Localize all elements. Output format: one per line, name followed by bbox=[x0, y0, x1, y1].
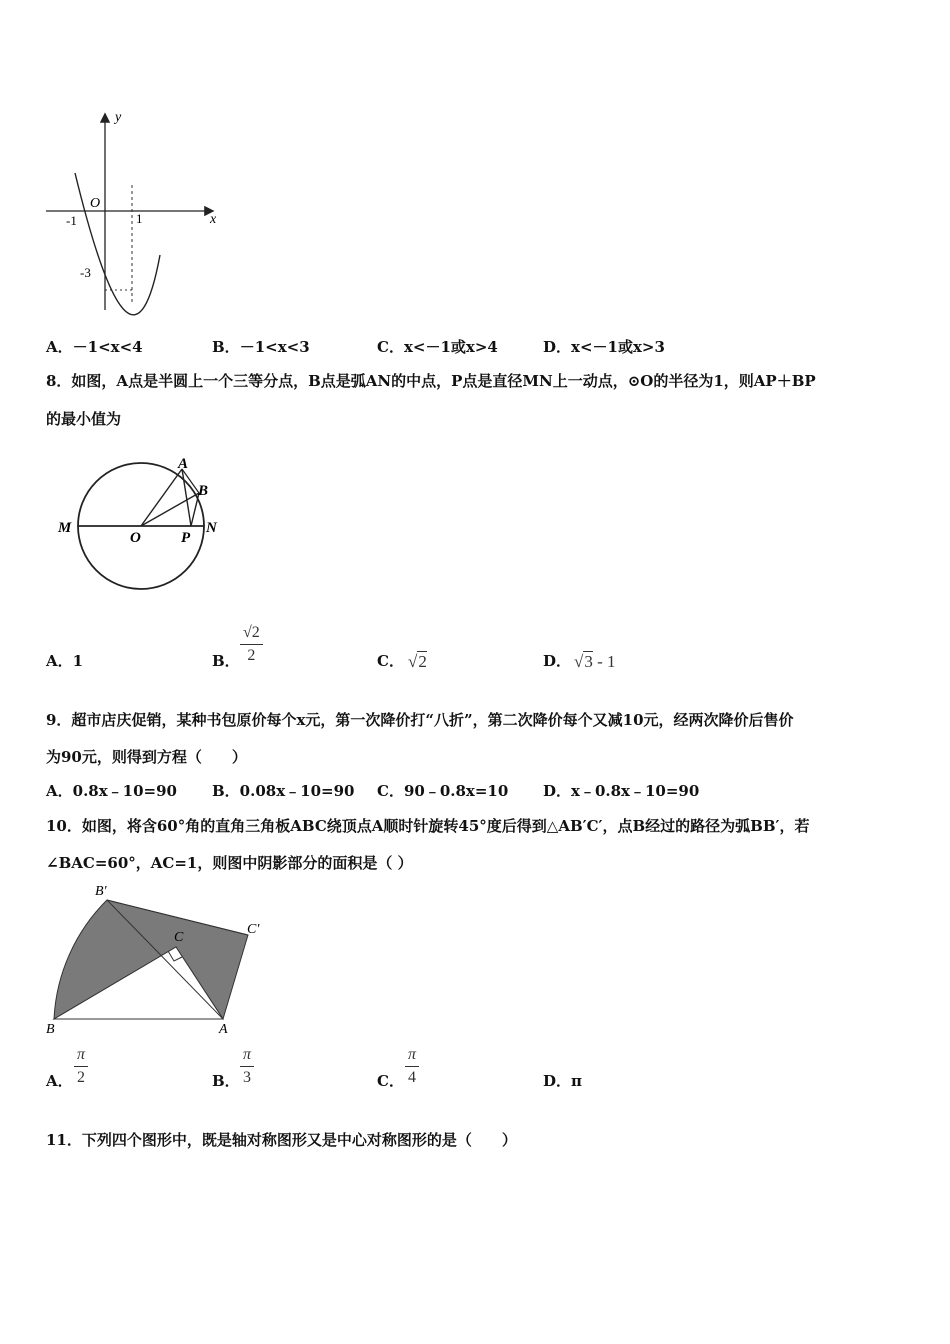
label-o: O bbox=[130, 530, 141, 546]
q9-option-b[interactable]: B．0.08x﹣10=90 bbox=[212, 782, 355, 800]
q7-option-b[interactable]: B．－1<x<3 bbox=[212, 338, 310, 356]
q10-option-a[interactable]: A． bbox=[46, 1072, 73, 1090]
q8-option-c-sqrt: √2 bbox=[408, 652, 427, 671]
q9-option-c[interactable]: C．90﹣0.8x=10 bbox=[377, 782, 509, 800]
label-b-prime: B' bbox=[95, 884, 107, 899]
q10-question-line2: ∠BAC=60°，AC=1，则图中阴影部分的面积是（ ） bbox=[46, 854, 413, 872]
label-c: C bbox=[174, 930, 184, 945]
tick-1-label: 1 bbox=[136, 211, 143, 226]
origin-label: O bbox=[90, 196, 101, 211]
q9-option-d[interactable]: D．x﹣0.8x﹣10=90 bbox=[543, 782, 700, 800]
q9-question-line2: 为90元，则得到方程（ ） bbox=[46, 748, 247, 766]
q10-option-c[interactable]: C． bbox=[377, 1072, 404, 1090]
tick-neg3-label: -3 bbox=[80, 265, 91, 280]
q8-option-b[interactable]: B． bbox=[212, 652, 240, 670]
q10-option-d[interactable]: D．π bbox=[543, 1072, 582, 1090]
q9-option-a[interactable]: A．0.8x﹣10=90 bbox=[46, 782, 177, 800]
q7-option-c[interactable]: C．x<－1或x>4 bbox=[377, 338, 498, 356]
q8-option-d[interactable]: D． bbox=[543, 652, 572, 670]
q9-question-line1: 9．超市店庆促销，某种书包原价每个x元，第一次降价打“八折”，第二次降价每个又减10元，经两次降价后售价 bbox=[46, 711, 794, 729]
q8-question-line1: 8．如图，A点是半圆上一个三等分点，B点是弧AN的中点，P点是直径MN上一动点，⊙O的半径为1，则AP＋BP bbox=[46, 372, 816, 390]
parabola-graph bbox=[40, 105, 230, 320]
label-b: B bbox=[198, 483, 209, 499]
q10-option-c-fraction: $\frac{\pi}{4}$ bbox=[405, 1046, 419, 1087]
q7-option-a[interactable]: A．－1<x<4 bbox=[46, 338, 143, 356]
q10-option-a-fraction: $\frac{\pi}{2}$ bbox=[74, 1046, 88, 1087]
q11-question-line1: 11．下列四个图形中，既是轴对称图形又是中心对称图形的是（ ） bbox=[46, 1131, 517, 1149]
y-axis-label: y bbox=[115, 110, 122, 125]
label-n: N bbox=[206, 520, 217, 536]
label-m: M bbox=[58, 520, 72, 536]
q7-option-d[interactable]: D．x<－1或x>3 bbox=[543, 338, 665, 356]
x-axis-label: x bbox=[210, 212, 217, 227]
q8-question-line2: 的最小值为 bbox=[46, 410, 122, 428]
q10-question-line1: 10．如图，将含60°角的直角三角板ABC绕顶点A顺时针旋转45°度后得到△AB′C′，点B经过的路径为弧BB′，若 bbox=[46, 817, 810, 835]
parabola-curve bbox=[75, 173, 160, 315]
q8-option-c[interactable]: C． bbox=[377, 652, 404, 670]
tick-neg1-label: -1 bbox=[66, 213, 77, 228]
q10-option-b[interactable]: B． bbox=[212, 1072, 240, 1090]
rotation-figure bbox=[40, 875, 280, 1040]
label-c-prime: C' bbox=[247, 922, 260, 937]
circle-figure bbox=[50, 450, 230, 600]
label-b: B bbox=[46, 1022, 55, 1037]
label-p: P bbox=[181, 530, 191, 546]
q10-option-b-fraction: $\frac{\pi}{3}$ bbox=[240, 1046, 254, 1087]
q8-option-d-expr: √3 - 1 bbox=[574, 652, 616, 671]
label-a: A bbox=[178, 456, 189, 472]
q8-option-a[interactable]: A．1 bbox=[46, 652, 84, 670]
q8-option-b-fraction: $\frac{√2}{2}$ bbox=[240, 624, 263, 665]
label-a: A bbox=[219, 1022, 228, 1037]
